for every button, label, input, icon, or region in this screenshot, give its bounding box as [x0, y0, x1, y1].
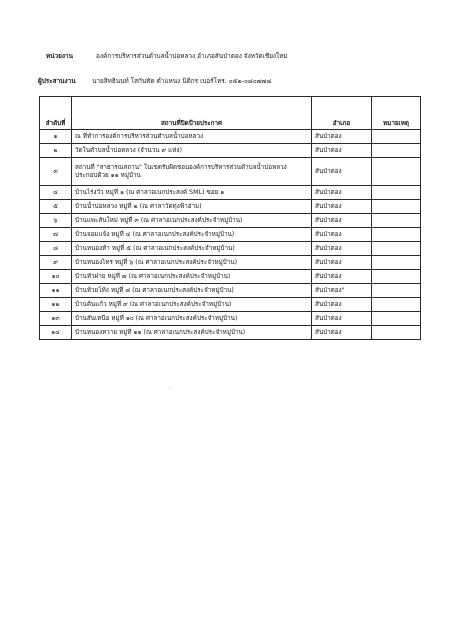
table-row [40, 186, 421, 200]
cell-place: บ้านหัวฝาย หมู่ที่ ๗ (ณ ศาลาอเนกประสงค์ประจำหมู่บ้าน) [72, 270, 312, 284]
cell-no: ๑๐ [40, 270, 72, 284]
cell-note [372, 144, 421, 158]
stray-mark: · [169, 386, 171, 392]
cell-note [372, 214, 421, 228]
column-header-district: อำเภอ [312, 97, 372, 130]
table-row [40, 228, 421, 242]
table-row [40, 200, 421, 214]
cell-district: สันป่าตอง [312, 200, 372, 214]
table-row [40, 256, 421, 270]
table-row [40, 270, 421, 284]
cell-note [372, 228, 421, 242]
cell-no: ๙ [40, 256, 72, 270]
cell-district: สันป่าตอง [312, 228, 372, 242]
cell-no: ๑๒ [40, 298, 72, 312]
table-header-row [40, 97, 421, 130]
cell-no: ๒ [40, 144, 72, 158]
cell-no: ๑ [40, 130, 72, 144]
cell-no: ๑๓ [40, 312, 72, 326]
cell-place: บ้านไร่งวัว หมู่ที่ ๑ (ณ ศาลาอเนกประสงค์ SML) ซอย ๑ [72, 186, 312, 200]
cell-district: สันป่าตอง [312, 270, 372, 284]
cell-place: บ้านจอมแจ้ง หมู่ที่ ๔ (ณ ศาลาอเนกประสงค์ประจำหมู่บ้าน) [72, 228, 312, 242]
table-row [40, 214, 421, 228]
cell-place: ณ ที่ทำการองค์การบริหารส่วนตำบลน้ำบ่อหลวง [72, 130, 312, 144]
agency-value: องค์การบริหารส่วนตำบลน้ำบ่อหลวง อำเภอสันป่าตอง จังหวัดเชียงใหม่ [96, 52, 288, 60]
table-row [40, 312, 421, 326]
cell-note [372, 326, 421, 340]
table-row [40, 298, 421, 312]
cell-district: สันป่าตอง [312, 186, 372, 200]
cell-place: บ้านน้ำบ่อหลวง หมู่ที่ ๒ (ณ ศาลาวัดทุ่งฟ้าฮ่าม) [72, 200, 312, 214]
cell-note [372, 186, 421, 200]
table-row [40, 326, 421, 340]
cell-place: บ้านห้วยโท้ง หมู่ที่ ๘ (ณ ศาลาอเนกประสงค์ประจำหมู่บ้าน) [72, 284, 312, 298]
cell-no: ๘ [40, 242, 72, 256]
table-row [40, 130, 421, 144]
cell-no: ๑๔ [40, 326, 72, 340]
cell-district: สันป่าตอง [312, 298, 372, 312]
cell-note [372, 312, 421, 326]
cell-district: สันป่าตอง [312, 256, 372, 270]
table-row [40, 144, 421, 158]
cell-place: สถานที่ "สาธารณสถาน" ในเขตรับผิดชอบองค์การบริหารส่วนตำบลน้ำบ่อหลวง ประกอบด้วย ๑๑ หมู่บ้าน [72, 158, 312, 186]
cell-note [372, 242, 421, 256]
cell-no: ๑๑ [40, 284, 72, 298]
cell-district: สันป่าตอง [312, 158, 372, 186]
cell-place: บ้านหนองห้า หมู่ที่ ๕ (ณ ศาลาอเนกประสงค์ประจำหมู่บ้าน) [72, 242, 312, 256]
cell-no: ๗ [40, 228, 72, 242]
cell-place: บ้านสันเหนือ หมู่ที่ ๑๐ (ณ ศาลาอเนกประสงค์ประจำหมู่บ้าน) [72, 312, 312, 326]
cell-note [372, 158, 421, 186]
cell-district: สันป่าตอง [312, 242, 372, 256]
cell-district: สันป่าตอง [312, 130, 372, 144]
column-header-note: หมายเหตุ [372, 97, 421, 130]
cell-place: บ้านแพะสันใหม่ หมู่ที่ ๓ (ณ ศาลาอเนกประสงค์ประจำหมู่บ้าน) [72, 214, 312, 228]
coordinator-value: นายสิทธินนท์ โสกันทัด ตำแหน่ง นิติกร เบอร์โทร. ๐๕๒-๐๘๐๗๗๘ [92, 77, 272, 85]
agency-label: หน่วยงาน [46, 52, 73, 60]
table-row [40, 158, 421, 186]
cell-district: สันป่าตอง [312, 214, 372, 228]
cell-note [372, 270, 421, 284]
table-row [40, 242, 421, 256]
cell-no: ๓ [40, 158, 72, 186]
cell-place: บ้านหนองไทร หมู่ที่ ๖ (ณ ศาลาอเนกประสงค์ประจำหมู่บ้าน) [72, 256, 312, 270]
cell-note [372, 130, 421, 144]
cell-note [372, 200, 421, 214]
cell-no: ๕ [40, 200, 72, 214]
cell-place: บ้านหนองหวาย หมู่ที่ ๑๑ (ณ ศาลาอเนกประสงค์ประจำหมู่บ้าน) [72, 326, 312, 340]
column-header-place: สถานที่ปิดป้ายประกาศ [72, 97, 312, 130]
cell-no: ๖ [40, 214, 72, 228]
cell-note [372, 298, 421, 312]
cell-note [372, 256, 421, 270]
column-header-no: ลำดับที่ [40, 97, 72, 130]
cell-no: ๔ [40, 186, 72, 200]
table-row [40, 284, 421, 298]
cell-place: วัดในตำบลน้ำบ่อหลวง (จำนวน ๙ แห่ง) [72, 144, 312, 158]
cell-note [372, 284, 421, 298]
cell-district: สันป่าตอง [312, 312, 372, 326]
cell-district: สันป่าตอง [312, 144, 372, 158]
cell-district: สันป่าตอง [312, 326, 372, 340]
cell-district: สันป่าตอง" [312, 284, 372, 298]
coordinator-label: ผู้ประสานงาน [38, 77, 76, 85]
cell-place: บ้านต้นแก้ว หมู่ที่ ๙ (ณ ศาลาอเนกประสงค์ประจำหมู่บ้าน) [72, 298, 312, 312]
posting-locations-table [39, 96, 421, 340]
